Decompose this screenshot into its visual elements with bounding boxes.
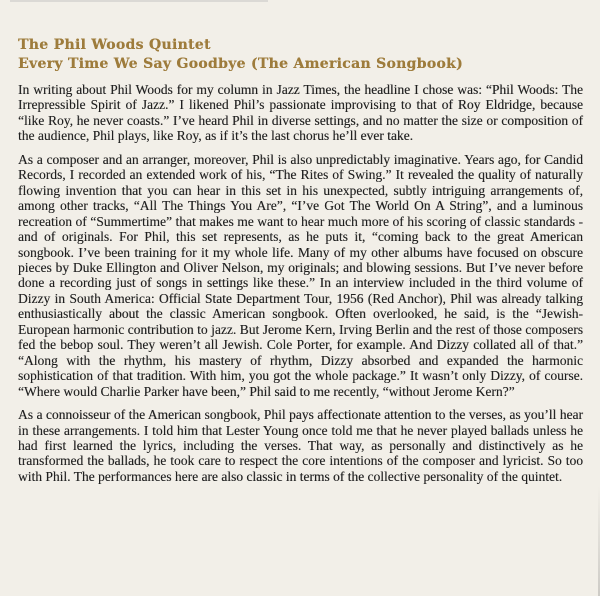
liner-notes-paragraph-2: As a composer and an arranger, moreover, Phil is also unpredictably imaginative. Years ago, for Candid Records, I recorded an extended work of his, “The Rites of Swing.” It revealed the quality of naturally flowing invention that you can hear in this set in his unexpected, subtly intriguing arrangements of, among other tracks, “All The Things You Are”, “I’ve Got The World On A String”, and a luminous recreation of “Summertime” that makes me want to hear much more of his scoring of classic standards - and of originals. For Phil, this set represents, as he puts it, “coming back to the great American songbook. I’ve been training for it my whole life. Many of my other albums have focused on obscure pieces by Duke Ellington and Oliver Nelson, my originals; and blowing sessions. But I’ve never before done a recording just of songs in settings like these.” In an interview included in the third volume of Dizzy in South America: Official State Department Tour, 1956 (Red Anchor), Phil was already talking enthusiastically about the classic American songbook. Often overlooked, he said, is the “Jewish-European harmonic contribution to jazz. But Jerome Kern, Irving Berlin and the rest of those composers fed the bebop soul. They weren’t all Jewish. Cole Porter, for example. And Dizzy collated all of that.” “Along with the rhythm, his mastery of rhythm, Dizzy absorbed and expanded the harmonic sophistication of that tradition. With him, you got the whole package.” It wasn’t only Dizzy, of course. “Where would Charlie Parker have been,” Phil said to me recently, “without Jerome Kern?” [18,151,583,399]
artist-title: The Phil Woods Quintet [18,37,211,53]
liner-notes-paragraph-1: In writing about Phil Woods for my column in Jazz Times, the headline I chose was: “Phil Woods: The Irrepressible Spirit of Jazz.” I likened Phil’s passionate improvising to that of Roy Eldridge, because “like Roy, he never coasts.” I’ve heard Phil in diverse settings, and no matter the size or composition of the audience, Phil plays, like Roy, as if it’s the last chorus he’ll ever take. [18,82,583,144]
liner-notes-paragraph-3: As a connoisseur of the American songbook, Phil pays affectionate attention to the verses, as you’ll hear in these arrangements. I told him that Lester Young once told me that he never played ballads unless he had first learned the lyrics, including the verses. That way, as personally and distinctively as he transformed the ballads, he took care to respect the core intentions of the composer and lyricist. So too with Phil. The performances here are also classic in terms of the collective personality of the quintet. [18,407,583,484]
album-title: Every Time We Say Goodbye (The American Songbook) [18,55,463,72]
scan-edge-artifact [10,0,268,2]
